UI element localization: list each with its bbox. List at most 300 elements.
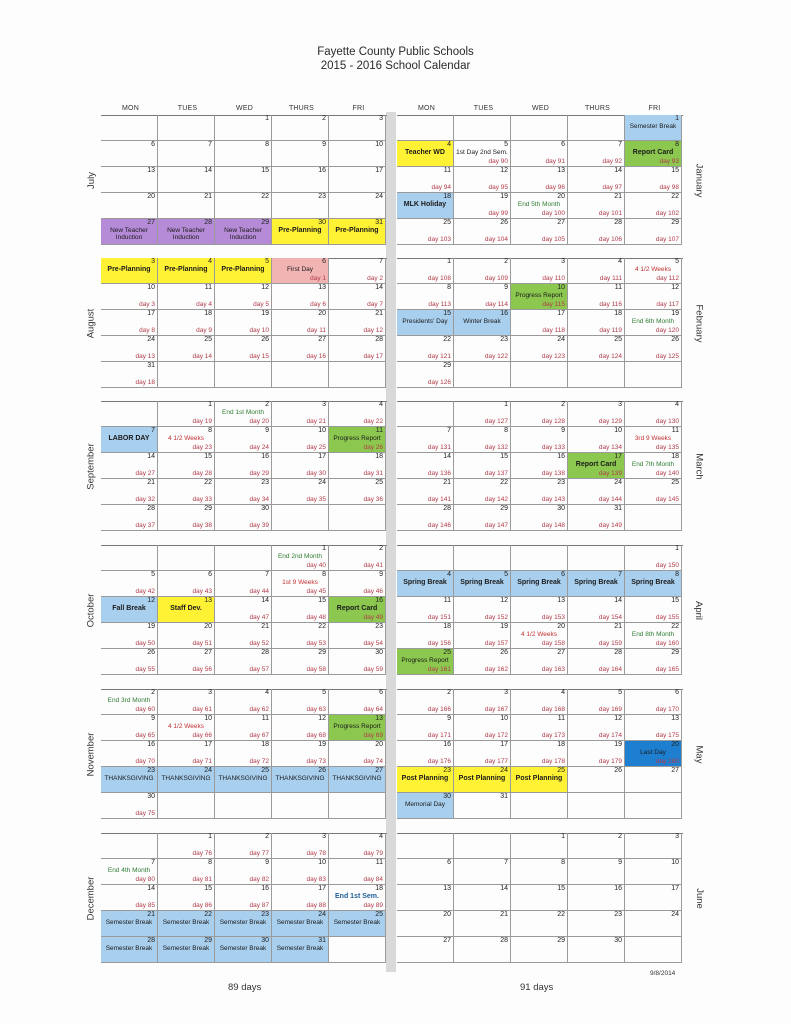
date-number: 15 xyxy=(261,167,269,174)
day-cell xyxy=(568,193,625,219)
date-number: 19 xyxy=(500,193,508,200)
date-number: 16 xyxy=(500,310,508,317)
day-cell xyxy=(397,193,454,219)
date-number: 21 xyxy=(147,911,155,918)
school-day-count: day 24 xyxy=(249,444,269,451)
month-label xyxy=(684,833,714,963)
date-number: 25 xyxy=(443,219,451,226)
school-day-count: day 11 xyxy=(306,327,326,334)
date-number: 3 xyxy=(208,689,212,696)
day-cell xyxy=(625,571,682,597)
school-day-count: day 84 xyxy=(363,876,383,883)
day-cell xyxy=(454,597,511,623)
school-day-count: day 71 xyxy=(192,758,212,765)
day-cell xyxy=(511,833,568,859)
day-cell xyxy=(454,453,511,479)
date-number: 22 xyxy=(318,623,326,630)
date-number: 30 xyxy=(261,937,269,944)
date-number: 28 xyxy=(147,505,155,512)
school-day-count: day 102 xyxy=(655,210,679,217)
day-cell xyxy=(454,885,511,911)
date-number: 22 xyxy=(443,336,451,343)
date-number: 27 xyxy=(671,767,679,774)
date-number: 26 xyxy=(147,649,155,656)
date-number: 22 xyxy=(261,193,269,200)
school-day-count: day 6 xyxy=(310,301,326,308)
day-cell xyxy=(101,219,158,245)
date-number: 2 xyxy=(322,115,326,122)
day-cell xyxy=(215,362,272,388)
day-cell xyxy=(568,167,625,193)
day-cell xyxy=(511,427,568,453)
day-cell xyxy=(511,623,568,649)
day-cell xyxy=(329,649,386,675)
school-day-count: day 31 xyxy=(363,470,383,477)
day-cell xyxy=(272,885,329,911)
day-cell xyxy=(272,141,329,167)
date-number: 16 xyxy=(318,167,326,174)
date-number: 6 xyxy=(561,571,565,578)
date-number: 29 xyxy=(261,219,269,226)
school-day-count: day 83 xyxy=(306,876,326,883)
school-day-count: day 44 xyxy=(249,588,269,595)
date-number: 12 xyxy=(614,715,622,722)
day-cell xyxy=(215,141,272,167)
school-day-count: day 165 xyxy=(655,666,679,673)
date-number: 8 xyxy=(208,859,212,866)
day-cell xyxy=(272,767,329,793)
event-label: 3rd 9 Weeks xyxy=(634,435,672,442)
date-number: 3 xyxy=(618,401,622,408)
school-day-count: day 109 xyxy=(484,275,508,282)
day-cell xyxy=(272,115,329,141)
date-number: 9 xyxy=(447,715,451,722)
day-cell xyxy=(158,453,215,479)
date-number: 1 xyxy=(504,401,508,408)
day-cell xyxy=(454,545,511,571)
date-number: 12 xyxy=(147,597,155,604)
school-day-count: day 70 xyxy=(135,758,155,765)
date-number: 3 xyxy=(379,115,383,122)
day-cell xyxy=(158,833,215,859)
date-number: 14 xyxy=(614,597,622,604)
day-cell xyxy=(625,479,682,505)
date-number: 1 xyxy=(322,545,326,552)
date-number: 7 xyxy=(504,859,508,866)
event-label: Report Card xyxy=(632,149,674,156)
month-label xyxy=(684,689,714,819)
date-number: 24 xyxy=(375,193,383,200)
event-label: 4 1/2 Weeks xyxy=(167,435,204,442)
day-cell xyxy=(101,597,158,623)
day-cell xyxy=(101,741,158,767)
date-number: 14 xyxy=(614,167,622,174)
event-label: Presidents' Day xyxy=(402,318,448,325)
school-day-count: day 121 xyxy=(427,353,451,360)
school-day-count: day 81 xyxy=(192,876,212,883)
day-cell xyxy=(158,115,215,141)
school-day-count: day 68 xyxy=(306,732,326,739)
date-number: 28 xyxy=(500,937,508,944)
date-number: 7 xyxy=(379,258,383,265)
date-number: 21 xyxy=(204,193,212,200)
school-day-count: day 43 xyxy=(192,588,212,595)
school-day-count: day 132 xyxy=(484,444,508,451)
date-number: 16 xyxy=(147,741,155,748)
school-day-count: day 52 xyxy=(249,640,269,647)
day-cell xyxy=(454,193,511,219)
day-cell xyxy=(511,885,568,911)
day-cell xyxy=(625,545,682,571)
date-number: 20 xyxy=(557,623,565,630)
school-day-count: day 82 xyxy=(249,876,269,883)
day-cell xyxy=(272,937,329,963)
day-cell xyxy=(454,401,511,427)
date-number: 9 xyxy=(561,427,565,434)
school-day-count: day 37 xyxy=(135,522,155,529)
date-number: 17 xyxy=(318,885,326,892)
school-day-count: day 131 xyxy=(427,444,451,451)
school-day-count: day 170 xyxy=(655,706,679,713)
school-day-count: day 171 xyxy=(427,732,451,739)
day-cell xyxy=(158,545,215,571)
day-cell xyxy=(511,649,568,675)
day-cell xyxy=(329,219,386,245)
school-day-count: day 112 xyxy=(656,275,679,282)
day-cell xyxy=(272,649,329,675)
day-cell xyxy=(454,833,511,859)
school-day-count: day 114 xyxy=(485,301,508,308)
date-number: 2 xyxy=(618,833,622,840)
event-label: Semester Break xyxy=(276,919,324,926)
event-label: End 1st Month xyxy=(222,409,264,416)
date-number: 3 xyxy=(151,258,155,265)
day-cell xyxy=(329,689,386,715)
day-cell xyxy=(625,689,682,715)
school-day-count: day 101 xyxy=(598,210,622,217)
date-number: 28 xyxy=(443,505,451,512)
day-cell xyxy=(568,793,625,819)
day-cell xyxy=(454,336,511,362)
date-number: 31 xyxy=(375,219,383,226)
event-label: Report Card xyxy=(336,605,378,612)
day-cell xyxy=(329,310,386,336)
day-cell xyxy=(511,310,568,336)
date-number: 31 xyxy=(147,362,155,369)
date-number: 11 xyxy=(557,715,565,722)
day-cell xyxy=(625,193,682,219)
event-label: Winter Break xyxy=(463,318,501,325)
school-day-count: day 51 xyxy=(192,640,212,647)
day-cell xyxy=(329,193,386,219)
day-cell xyxy=(272,597,329,623)
day-cell xyxy=(272,833,329,859)
school-day-count: day 4 xyxy=(196,301,212,308)
month-name: October xyxy=(85,593,97,627)
day-cell xyxy=(454,937,511,963)
date-number: 2 xyxy=(265,833,269,840)
day-cell xyxy=(215,597,272,623)
day-cell xyxy=(568,859,625,885)
date-number: 17 xyxy=(614,453,622,460)
day-cell xyxy=(158,623,215,649)
date-number: 4 xyxy=(447,141,451,148)
day-cell xyxy=(158,571,215,597)
date-number: 19 xyxy=(614,741,622,748)
date-number: 11 xyxy=(375,859,383,866)
date-number: 13 xyxy=(147,167,155,174)
school-day-count: day 2 xyxy=(367,275,383,282)
date-number: 23 xyxy=(318,193,326,200)
date-number: 18 xyxy=(557,741,565,748)
school-day-count: day 174 xyxy=(598,732,622,739)
date-number: 24 xyxy=(204,767,212,774)
date-number: 19 xyxy=(261,310,269,317)
date-number: 5 xyxy=(504,571,508,578)
day-cell xyxy=(397,362,454,388)
column-divider xyxy=(386,112,396,972)
date-number: 3 xyxy=(322,833,326,840)
day-cell xyxy=(215,833,272,859)
date-number: 20 xyxy=(204,623,212,630)
school-day-count: day 156 xyxy=(427,640,451,647)
school-day-count: day 77 xyxy=(249,850,269,857)
day-cell xyxy=(158,597,215,623)
school-day-count: day 16 xyxy=(306,353,326,360)
day-cell xyxy=(397,336,454,362)
event-label: New Teacher Induction xyxy=(224,227,262,241)
date-number: 8 xyxy=(265,141,269,148)
date-number: 7 xyxy=(208,141,212,148)
date-number: 10 xyxy=(318,427,326,434)
school-day-count: day 167 xyxy=(484,706,508,713)
school-day-count: day 40 xyxy=(306,562,326,569)
school-day-count: day 12 xyxy=(363,327,383,334)
day-cell xyxy=(397,911,454,937)
date-number: 25 xyxy=(614,336,622,343)
day-cell xyxy=(329,597,386,623)
school-day-count: day 54 xyxy=(363,640,383,647)
day-cell xyxy=(101,937,158,963)
event-label: THANKSGIVING xyxy=(104,775,154,782)
school-day-count: day 135 xyxy=(655,444,679,451)
date-number: 19 xyxy=(671,310,679,317)
school-day-count: day 107 xyxy=(655,236,679,243)
day-cell xyxy=(215,911,272,937)
date-number: 18 xyxy=(375,885,383,892)
month-name: January xyxy=(693,163,705,197)
day-cell xyxy=(625,885,682,911)
date-number: 7 xyxy=(265,571,269,578)
date-number: 23 xyxy=(261,911,269,918)
day-cell xyxy=(511,401,568,427)
day-cell xyxy=(511,767,568,793)
school-day-count: day 133 xyxy=(541,444,565,451)
event-label: THANKSGIVING xyxy=(332,775,382,782)
date-number: 16 xyxy=(261,885,269,892)
date-number: 17 xyxy=(557,310,565,317)
date-number: 11 xyxy=(614,284,622,291)
school-day-count: day 36 xyxy=(363,496,383,503)
date-number: 21 xyxy=(500,911,508,918)
day-cell xyxy=(158,689,215,715)
date-number: 29 xyxy=(500,505,508,512)
school-day-count: day 27 xyxy=(135,470,155,477)
day-cell xyxy=(397,284,454,310)
day-cell xyxy=(454,362,511,388)
school-day-count: day 157 xyxy=(484,640,508,647)
day-cell xyxy=(568,741,625,767)
event-label: End 6th Month xyxy=(631,318,675,325)
date-number: 4 xyxy=(208,258,212,265)
calendar-title: Fayette County Public Schools xyxy=(317,46,474,58)
date-number: 5 xyxy=(322,689,326,696)
day-cell xyxy=(568,545,625,571)
weekday-header-fri: FRI xyxy=(648,105,661,112)
day-cell xyxy=(511,219,568,245)
date-number: 1 xyxy=(675,545,679,552)
date-number: 21 xyxy=(443,479,451,486)
day-cell xyxy=(272,623,329,649)
date-number: 28 xyxy=(614,219,622,226)
date-number: 15 xyxy=(671,597,679,604)
event-label: Progress Report xyxy=(333,435,381,442)
date-number: 17 xyxy=(671,885,679,892)
school-day-count: day 143 xyxy=(541,496,565,503)
date-number: 25 xyxy=(557,767,565,774)
school-day-count: day 140 xyxy=(655,470,679,477)
day-cell xyxy=(158,505,215,531)
day-cell xyxy=(397,310,454,336)
month-name: June xyxy=(693,887,705,909)
school-day-count: day 29 xyxy=(249,470,269,477)
date-number: 16 xyxy=(261,453,269,460)
school-day-count: day 86 xyxy=(192,902,212,909)
event-label: New Teacher Induction xyxy=(167,227,205,241)
day-cell xyxy=(272,401,329,427)
day-cell xyxy=(215,115,272,141)
day-cell xyxy=(511,505,568,531)
day-cell xyxy=(625,715,682,741)
school-day-count: day 177 xyxy=(484,758,508,765)
month-name: August xyxy=(85,308,97,338)
day-cell xyxy=(397,167,454,193)
day-cell xyxy=(101,258,158,284)
date-number: 3 xyxy=(675,833,679,840)
date-number: 29 xyxy=(318,649,326,656)
school-day-count: day 144 xyxy=(598,496,622,503)
day-cell xyxy=(568,219,625,245)
school-day-count: day 74 xyxy=(363,758,383,765)
day-cell xyxy=(329,767,386,793)
weekday-header-mon: MON xyxy=(122,105,139,112)
day-cell xyxy=(625,859,682,885)
event-label: End 1st Sem. xyxy=(335,893,379,900)
day-cell xyxy=(101,689,158,715)
school-day-count: day 106 xyxy=(598,236,622,243)
day-cell xyxy=(454,793,511,819)
day-cell xyxy=(215,401,272,427)
day-cell xyxy=(215,859,272,885)
date-number: 20 xyxy=(375,741,383,748)
date-number: 1 xyxy=(447,258,451,265)
school-day-count: day 125 xyxy=(655,353,679,360)
date-number: 22 xyxy=(500,479,508,486)
school-day-count: day 25 xyxy=(306,444,326,451)
school-day-count: day 58 xyxy=(306,666,326,673)
day-cell xyxy=(568,649,625,675)
day-cell xyxy=(511,859,568,885)
date-number: 5 xyxy=(504,141,508,148)
day-cell xyxy=(454,310,511,336)
day-cell xyxy=(454,141,511,167)
school-day-count: day 57 xyxy=(249,666,269,673)
day-cell xyxy=(568,427,625,453)
school-day-count: day 119 xyxy=(599,327,622,334)
school-day-count: day 138 xyxy=(541,470,565,477)
event-label: Post Planning xyxy=(515,775,563,782)
day-cell xyxy=(397,623,454,649)
day-cell xyxy=(511,453,568,479)
school-day-count: day 154 xyxy=(598,614,622,621)
day-cell xyxy=(272,479,329,505)
date-number: 17 xyxy=(318,453,326,460)
date-number: 8 xyxy=(675,571,679,578)
school-day-count: day 116 xyxy=(599,301,622,308)
date-number: 18 xyxy=(614,310,622,317)
day-cell xyxy=(272,258,329,284)
day-cell xyxy=(568,689,625,715)
school-day-count: day 50 xyxy=(135,640,155,647)
event-label: 4 1/2 Weeks xyxy=(520,631,557,638)
date-number: 23 xyxy=(557,479,565,486)
date-number: 10 xyxy=(500,715,508,722)
day-cell xyxy=(511,597,568,623)
date-number: 21 xyxy=(614,623,622,630)
day-cell xyxy=(101,833,158,859)
day-cell xyxy=(329,793,386,819)
month-name: May xyxy=(693,745,705,763)
day-cell xyxy=(272,362,329,388)
day-cell xyxy=(397,115,454,141)
day-cell xyxy=(511,545,568,571)
day-cell xyxy=(454,767,511,793)
school-day-count: day 26 xyxy=(363,444,383,451)
date-number: 10 xyxy=(147,284,155,291)
school-day-count: day 178 xyxy=(541,758,565,765)
month-label xyxy=(684,401,714,531)
school-day-count: day 161 xyxy=(427,666,451,673)
event-label: THANKSGIVING xyxy=(275,775,325,782)
date-number: 20 xyxy=(318,310,326,317)
day-cell xyxy=(397,479,454,505)
day-cell xyxy=(215,741,272,767)
school-day-count: day 39 xyxy=(249,522,269,529)
day-cell xyxy=(625,167,682,193)
day-cell xyxy=(568,115,625,141)
date-number: 7 xyxy=(447,427,451,434)
revision-date: 9/8/2014 xyxy=(650,970,676,977)
school-day-count: day 95 xyxy=(488,184,508,191)
day-cell xyxy=(511,115,568,141)
day-cell xyxy=(158,362,215,388)
day-cell xyxy=(329,741,386,767)
date-number: 15 xyxy=(443,310,451,317)
school-day-count: day 163 xyxy=(541,666,565,673)
school-day-count: day 69 xyxy=(363,732,383,739)
day-cell xyxy=(272,427,329,453)
event-label: Report Card xyxy=(575,461,617,468)
